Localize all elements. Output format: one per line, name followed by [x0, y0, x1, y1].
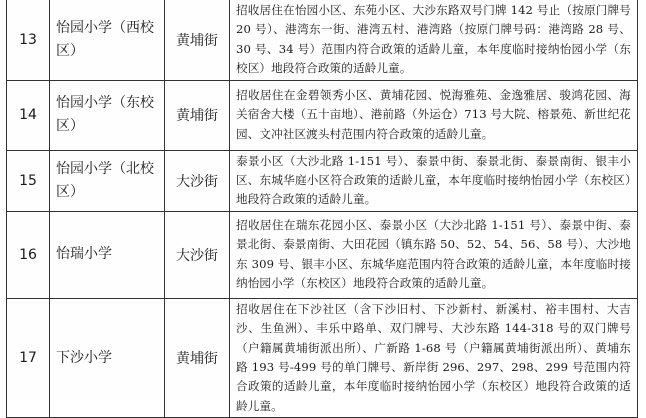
enrollment-scope: 泰景小区（大沙北路 1-151 号）、泰景中街、泰景北街、泰景南街、银丰小区、东城华庭小区符合政策的适龄儿童，本年度临时接纳怡园小学（东校区）地段符合政策的适龄儿童。: [230, 150, 638, 211]
row-number: 17: [7, 298, 50, 417]
table-row: [7, 0, 638, 80]
row-number: 14: [7, 80, 50, 150]
school-name: 怡瑞小学: [50, 211, 165, 298]
school-name: 怡园小学（西校区）: [50, 0, 165, 80]
enrollment-scope: 招收居住在瑞东花园小区、泰景小区（大沙北路 1-151 号）、泰景中街、泰景北街、泰景南街、大田花园（镇东路 50、52、54、56、58 号）、大沙地东 309 号、银丰小区、东城华庭范围内符合政策的适龄儿童，本年度临时接纳怡园小学（东校区）地段符合政策的适龄儿童。: [230, 211, 638, 298]
enrollment-scope: 招收居住在怡园小区、东苑小区、大沙东路双号门牌 142 号止（按原门牌号 20 号）、港湾东一街、港湾五村、港湾路（按原门牌号码：港湾路 28 号、30 号、34 号）范围内符合政策的适龄儿童，本年度临时接纳怡园小学（东校区）地段符合政策的适龄儿童。: [230, 0, 638, 80]
table-row: [7, 80, 638, 150]
enrollment-scope: 招收居住在下沙社区（含下沙旧村、下沙新村、新溪村、裕丰围村、大吉沙、生鱼洲）、丰乐中路单、双门牌号、大沙东路 144-318 号的双门牌号（户籍属黄埔街派出所）、广新路 1-68 号（户籍属黄埔街派出所）、黄埔东路 193 号-499 号的单门牌号、新岸街 296、297、298、299 号范围内符合政策的适龄儿童，本年度临时接纳怡园小学（东校区）地段符合政策的适龄儿童。: [230, 298, 638, 417]
table-row: [7, 298, 638, 417]
school-name: 怡园小学（北校区）: [50, 150, 165, 211]
row-number: 15: [7, 150, 50, 211]
street-name: 黄埔街: [165, 0, 230, 80]
school-name: 下沙小学: [50, 298, 165, 417]
school-zone-table: [6, 0, 638, 418]
street-name: 大沙街: [165, 150, 230, 211]
street-name: 黄埔街: [165, 298, 230, 417]
school-name: 怡园小学（东校区）: [50, 80, 165, 150]
row-number: 16: [7, 211, 50, 298]
street-name: 大沙街: [165, 211, 230, 298]
street-name: 黄埔街: [165, 80, 230, 150]
table-row: [7, 150, 638, 211]
row-number: 13: [7, 0, 50, 80]
enrollment-scope: 招收居住在金碧领秀小区、黄埔花园、悦海雅苑、金逸雅居、骏鸿花园、海关宿舍大楼（五十亩地）、港前路（外运仓）713 号大院、榕景苑、新世纪花园、文冲社区渡头村范围内符合政策的适龄儿童。: [230, 80, 638, 150]
table-row: [7, 211, 638, 298]
